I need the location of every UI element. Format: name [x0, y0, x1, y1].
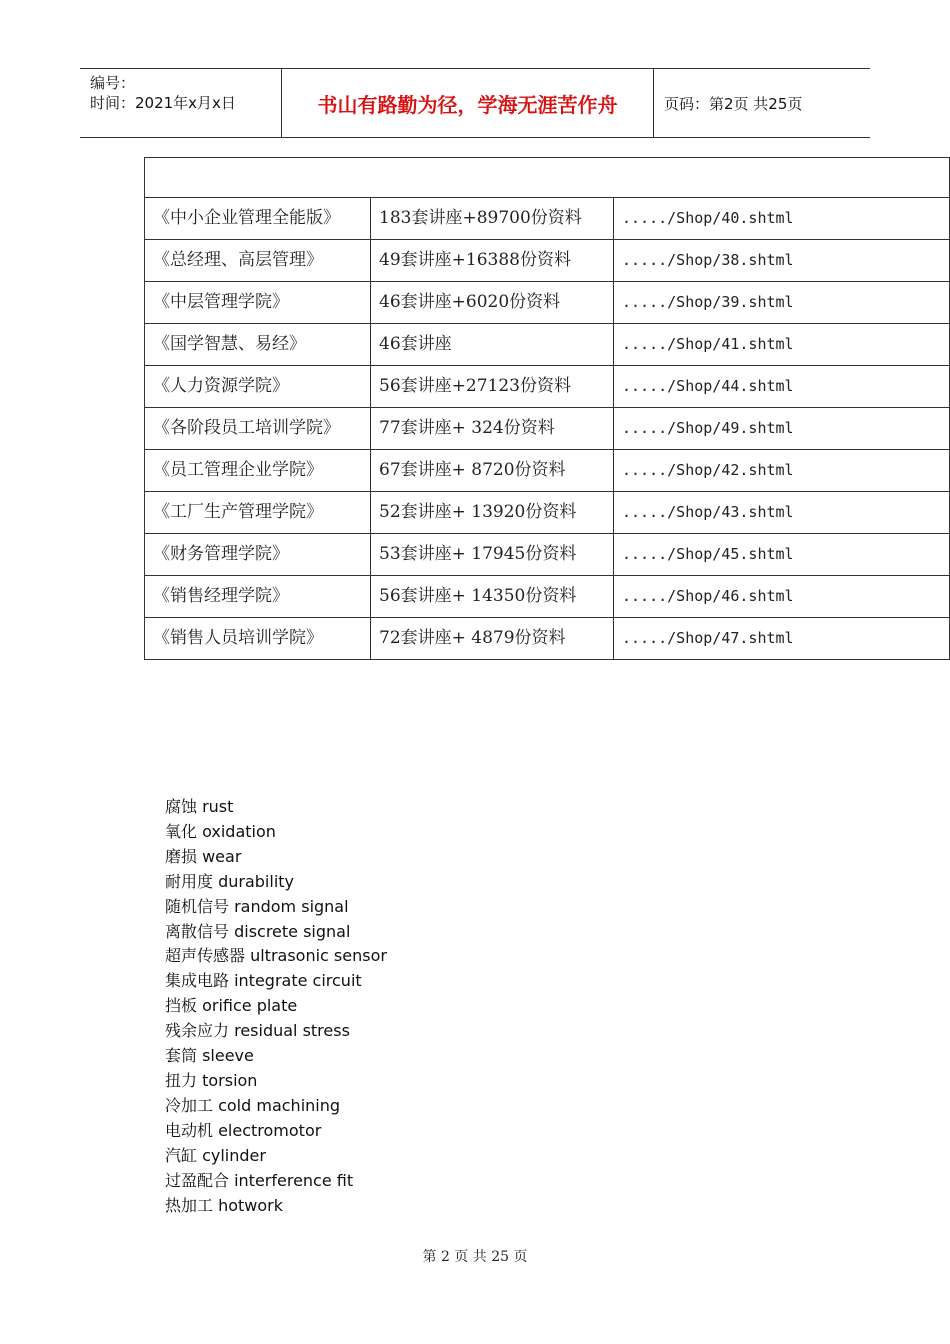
course-name: 《工厂生产管理学院》: [145, 492, 371, 534]
time-label: 时间：2021年x月x日: [90, 94, 236, 112]
table-row: [145, 282, 950, 324]
glossary-term: 随机信号 random signal: [165, 896, 349, 916]
table-row: [145, 366, 950, 408]
course-link[interactable]: ...../Shop/38.shtml: [614, 240, 950, 282]
glossary-term: 氧化 oxidation: [165, 821, 276, 841]
course-link[interactable]: ...../Shop/47.shtml: [614, 618, 950, 660]
course-content: 49套讲座+16388份资料: [371, 240, 614, 282]
course-link[interactable]: ...../Shop/44.shtml: [614, 366, 950, 408]
course-name: 《财务管理学院》: [145, 534, 371, 576]
table-row: [145, 240, 950, 282]
course-link[interactable]: ...../Shop/40.shtml: [614, 198, 950, 240]
glossary-term: 汽缸 cylinder: [165, 1145, 266, 1165]
glossary-term: 挡板 orifice plate: [165, 996, 298, 1016]
table-row: [145, 450, 950, 492]
course-name: 《销售人员培训学院》: [145, 618, 371, 660]
header-meta: [80, 69, 281, 137]
course-catalog-table: [144, 157, 950, 660]
course-content: 56套讲座+27123份资料: [371, 366, 614, 408]
course-name: 《各阶段员工培训学院》: [145, 408, 371, 450]
table-row: [145, 534, 950, 576]
glossary-term: 耐用度 durability: [165, 871, 295, 891]
glossary-term: 离散信号 discrete signal: [165, 921, 351, 941]
table-row: [145, 618, 950, 660]
glossary-term: 套筒 sleeve: [165, 1046, 254, 1066]
glossary-term: 扭力 torsion: [165, 1070, 258, 1090]
page-header: [80, 68, 870, 138]
course-content: 67套讲座+ 8720份资料: [371, 450, 614, 492]
table-row: [145, 324, 950, 366]
course-content: 77套讲座+ 324份资料: [371, 408, 614, 450]
course-content: 52套讲座+ 13920份资料: [371, 492, 614, 534]
course-content: 53套讲座+ 17945份资料: [371, 534, 614, 576]
course-link[interactable]: ...../Shop/42.shtml: [614, 450, 950, 492]
glossary-term: 电动机 electromotor: [165, 1120, 322, 1140]
page-footer: 第 2 页 共 25 页: [422, 1249, 528, 1265]
table-row: [145, 492, 950, 534]
number-label: 编号：: [90, 74, 136, 92]
course-name: 《中层管理学院》: [145, 282, 371, 324]
course-link[interactable]: ...../Shop/46.shtml: [614, 576, 950, 618]
course-name: 《中小企业管理全能版》: [145, 198, 371, 240]
glossary-term: 磨损 wear: [165, 846, 242, 866]
course-content: 183套讲座+89700份资料: [371, 198, 614, 240]
glossary-list: [165, 795, 387, 1218]
course-content: 46套讲座+6020份资料: [371, 282, 614, 324]
course-content: 72套讲座+ 4879份资料: [371, 618, 614, 660]
course-link[interactable]: ...../Shop/45.shtml: [614, 534, 950, 576]
header-motto: 书山有路勤为径，学海无涯苦作舟: [317, 92, 618, 117]
course-link[interactable]: ...../Shop/43.shtml: [614, 492, 950, 534]
course-name: 《人力资源学院》: [145, 366, 371, 408]
course-content: 56套讲座+ 14350份资料: [371, 576, 614, 618]
course-content: 46套讲座: [371, 324, 614, 366]
glossary-term: 热加工 hotwork: [165, 1195, 284, 1215]
header-page-info: 页码：第2页 共25页: [664, 94, 803, 113]
table-row: [145, 408, 950, 450]
table-blank-row: [145, 158, 950, 198]
glossary-term: 集成电路 integrate circuit: [165, 971, 362, 991]
course-link[interactable]: ...../Shop/49.shtml: [614, 408, 950, 450]
course-name: 《员工管理企业学院》: [145, 450, 371, 492]
header-motto-cell: [281, 69, 654, 137]
glossary-term: 过盈配合 interference fit: [165, 1170, 354, 1190]
glossary-term: 腐蚀 rust: [165, 797, 234, 816]
course-link[interactable]: ...../Shop/41.shtml: [614, 324, 950, 366]
course-link[interactable]: ...../Shop/39.shtml: [614, 282, 950, 324]
course-name: 《销售经理学院》: [145, 576, 371, 618]
table-row: [145, 576, 950, 618]
glossary-term: 超声传感器 ultrasonic sensor: [165, 946, 387, 966]
table-row: [145, 198, 950, 240]
course-name: 《国学智慧、易经》: [145, 324, 371, 366]
course-name: 《总经理、高层管理》: [145, 240, 371, 282]
glossary-term: 残余应力 residual stress: [165, 1021, 350, 1041]
glossary-term: 冷加工 cold machining: [165, 1095, 341, 1115]
